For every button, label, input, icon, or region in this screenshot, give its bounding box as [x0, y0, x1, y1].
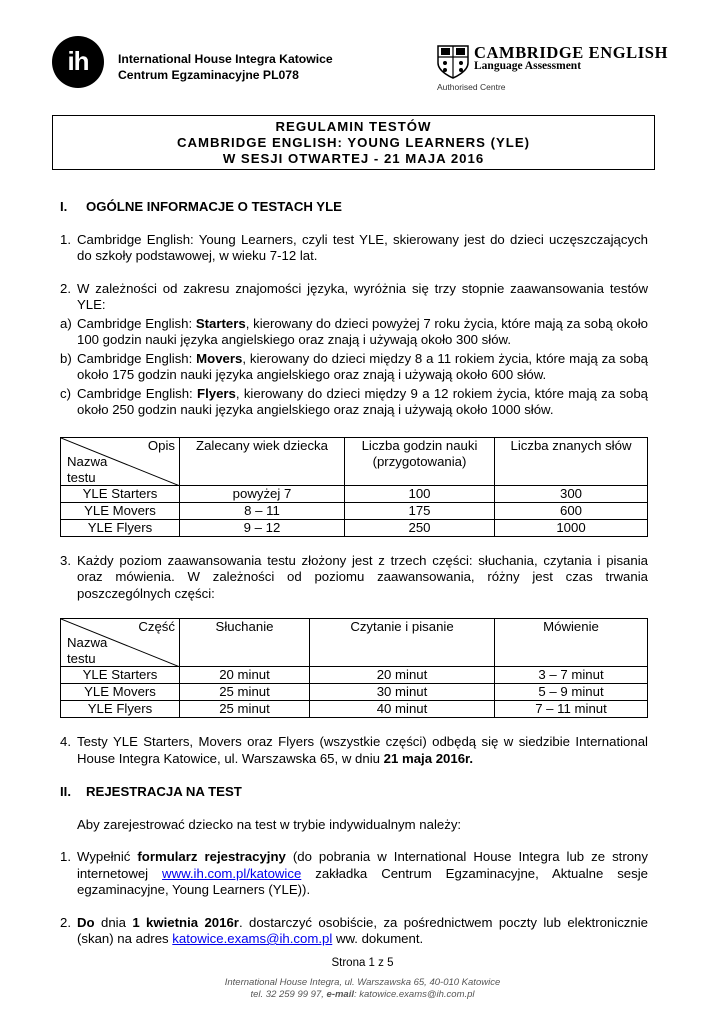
organization-name	[118, 51, 333, 83]
ih-logo: ih	[52, 36, 104, 88]
corner-top-label: Część	[138, 619, 175, 634]
column-header: Mówienie	[495, 619, 648, 667]
table-cell: 1000	[495, 519, 648, 536]
section-number: II.	[60, 784, 71, 799]
item-text-part: dnia	[94, 914, 133, 930]
registration-step-1	[60, 849, 648, 899]
item-number: 1.	[60, 231, 71, 247]
section-2-heading	[60, 784, 648, 801]
item-label: a)	[60, 315, 72, 331]
title-line-3: W SESJI OTWARTEJ - 21 MAJA 2016	[222, 151, 485, 166]
item-label: c)	[60, 385, 71, 401]
table-cell: 100	[345, 485, 495, 502]
cambridge-shield-icon	[437, 45, 469, 79]
column-header: Słuchanie	[180, 619, 310, 667]
table-cell: powyżej 7	[180, 485, 345, 502]
item-text: W zależności od zakresu znajomości języka, wyróżnia się trzy stopnie zaawansowania testów YLE:	[77, 280, 648, 312]
item-number: 4.	[60, 734, 71, 749]
table-cell: 25 minut	[180, 701, 310, 718]
level-description: , kierowany do dzieci między 8 a 11 rokiem życia, które mają za sobą około 175 godzin nauki języka angielskiego oraz znają i używają około 600 słów.	[77, 350, 648, 382]
corner-bottom-line-2: testu	[67, 651, 96, 666]
table-cell: 175	[345, 502, 495, 519]
page-number: Strona 1 z 5	[331, 957, 394, 969]
authorised-centre: Authorised Centre	[437, 82, 506, 92]
title-line-1: REGULAMIN TESTÓW	[275, 119, 432, 134]
column-header: Zalecany wiek dziecka	[180, 437, 345, 485]
section-title: REJESTRACJA NA TEST	[86, 784, 242, 799]
table-row	[61, 519, 648, 536]
footer-email-label: e-mail	[326, 989, 354, 1000]
item-text	[77, 351, 648, 384]
item-text-part: . dostarczyć osobiście, za pośrednictwem poczty lub elektronicznie (skan) na adres	[77, 914, 648, 946]
paragraph-2	[60, 281, 648, 314]
section-1-heading	[60, 199, 648, 216]
table-cell: 20 minut	[180, 667, 310, 684]
footer-contact-line	[0, 989, 725, 1001]
table-cell: 250	[345, 519, 495, 536]
test-date: 21 maja 2016r.	[383, 750, 474, 766]
item-number: 2.	[60, 914, 71, 930]
deadline-date: 1 kwietnia 2016r	[132, 914, 239, 930]
corner-bottom-line-1: Nazwa	[67, 453, 108, 469]
row-name: YLE Starters	[61, 667, 180, 684]
page-header	[0, 0, 725, 100]
table-cell: 9 – 12	[180, 519, 345, 536]
corner-bottom-line-2: testu	[67, 469, 96, 485]
cambridge-title: CAMBRIDGE ENGLISH	[474, 43, 669, 62]
table-row	[61, 485, 648, 502]
item-text	[77, 734, 648, 767]
row-name: YLE Movers	[61, 684, 180, 701]
durations-table	[60, 618, 648, 718]
corner-bottom-label	[67, 635, 107, 667]
document-title	[52, 115, 655, 170]
table-cell: 5 – 9 minut	[495, 684, 648, 701]
item-number: 3.	[60, 552, 71, 568]
column-header	[345, 437, 495, 485]
form-name: formularz rejestracyjny	[137, 849, 286, 864]
item-text: Cambridge English: Young Learners, czyli test YLE, skierowany jest do dzieci uczęszczających do szkoły podstawowej, w wieku 7-12 lat.	[77, 231, 648, 263]
levels-table	[60, 437, 648, 537]
table-header-row	[61, 437, 648, 485]
item-text	[77, 849, 648, 899]
paragraph-4	[60, 734, 648, 767]
title-line-2: CAMBRIDGE ENGLISH: YOUNG LEARNERS (YLE)	[176, 135, 531, 150]
level-name: Movers	[196, 350, 243, 366]
level-prefix: Cambridge English:	[77, 350, 197, 366]
corner-bottom-line-1: Nazwa	[67, 635, 108, 650]
item-text-part: zakładka Centrum Egzaminacyjne, Aktualne sesje egzaminacyjne, Young Learners (YLE)).	[77, 865, 649, 897]
item-text-part: (do pobrania w International House Integra lub ze strony internetowej	[77, 849, 648, 881]
column-header: Liczba znanych słów	[495, 437, 648, 485]
footer-address-line: International House Integra, ul. Warszawska 65, 40-010 Katowice	[224, 977, 501, 988]
row-name: YLE Flyers	[61, 519, 180, 536]
item-text-part: Testy YLE Starters, Movers oraz Flyers (wszystkie części) odbędą się w siedzibie International House Integra Katowice, ul. Warszawska 65, w dniu	[77, 734, 648, 766]
table-cell: 600	[495, 502, 648, 519]
item-text: Każdy poziom zaawansowania testu złożony jest z trzech części: słuchania, czytania i pisania oraz mówienia. W zależności od poziomu zaawansowania, różny jest czas trwania poszczególnych części:	[77, 552, 648, 601]
footer-address	[0, 977, 725, 1001]
column-header: Czytanie i pisanie	[310, 619, 495, 667]
section-number: I.	[60, 199, 68, 214]
level-item-c	[60, 386, 648, 419]
cambridge-subtitle: Language Assessment	[474, 60, 582, 72]
org-line-2: Centrum Egzaminacyjne PL078	[118, 68, 299, 82]
table-cell: 40 minut	[310, 701, 495, 718]
item-text	[77, 915, 648, 948]
email-link[interactable]: katowice.exams@ih.com.pl	[172, 931, 333, 946]
website-link[interactable]: www.ih.com.pl/katowice	[162, 865, 302, 881]
item-text-part: ww. dokument.	[332, 931, 424, 946]
item-text-part: Wypełnić	[77, 849, 138, 864]
corner-top-label: Opis	[147, 437, 175, 453]
table-row	[61, 701, 648, 718]
table-cell: 25 minut	[180, 684, 310, 701]
table-corner-cell	[61, 437, 180, 485]
table-row	[61, 502, 648, 519]
corner-bottom-label	[67, 454, 107, 486]
column-header-line-2: (przygotowania)	[372, 453, 467, 469]
level-description: , kierowany do dzieci między 9 a 12 rokiem życia, które mają za sobą około 250 godzin nauki języka angielskiego oraz znają i używają około 1000 słów.	[77, 385, 648, 417]
deadline-prefix: Do	[77, 914, 95, 930]
level-prefix: Cambridge English:	[77, 315, 196, 331]
level-item-a	[60, 316, 648, 349]
row-name: YLE Movers	[61, 502, 180, 519]
item-number: 2.	[60, 280, 71, 296]
table-cell: 8 – 11	[180, 502, 345, 519]
table-row	[61, 667, 648, 684]
table-header-row	[61, 619, 648, 667]
table-row	[61, 684, 648, 701]
footer-phone: tel. 32 259 99 97,	[250, 989, 327, 1000]
level-prefix: Cambridge English:	[77, 385, 198, 401]
item-text	[77, 386, 648, 419]
paragraph-1	[60, 232, 648, 265]
row-name: YLE Flyers	[61, 701, 180, 718]
table-cell: 20 minut	[310, 667, 495, 684]
table-cell: 300	[495, 485, 648, 502]
level-description: , kierowany do dzieci powyżej 7 roku życia, które mają za sobą około 100 godzin nauki języka angielskiego oraz znają i używają około 300 słów.	[77, 315, 648, 347]
item-label: b)	[60, 350, 72, 366]
footer-email: : katowice.exams@ih.com.pl	[354, 989, 475, 1000]
section-intro: Aby zarejestrować dziecko na test w trybie indywidualnym należy:	[77, 816, 462, 832]
table-corner-cell	[61, 619, 180, 667]
item-number: 1.	[60, 849, 71, 864]
table-cell: 3 – 7 minut	[495, 667, 648, 684]
section-title: OGÓLNE INFORMACJE O TESTACH YLE	[86, 199, 342, 214]
table-cell: 7 – 11 minut	[495, 701, 648, 718]
document-body	[60, 199, 648, 948]
level-name: Starters	[195, 315, 246, 331]
registration-step-2	[60, 915, 648, 948]
row-name: YLE Starters	[61, 485, 180, 502]
paragraph-3	[60, 553, 648, 603]
org-line-1: International House Integra Katowice	[118, 52, 333, 66]
table-cell: 30 minut	[310, 684, 495, 701]
item-text	[77, 316, 648, 349]
level-name: Flyers	[197, 385, 236, 401]
level-item-b	[60, 351, 648, 384]
column-header-line-1: Liczba godzin nauki	[361, 437, 478, 453]
